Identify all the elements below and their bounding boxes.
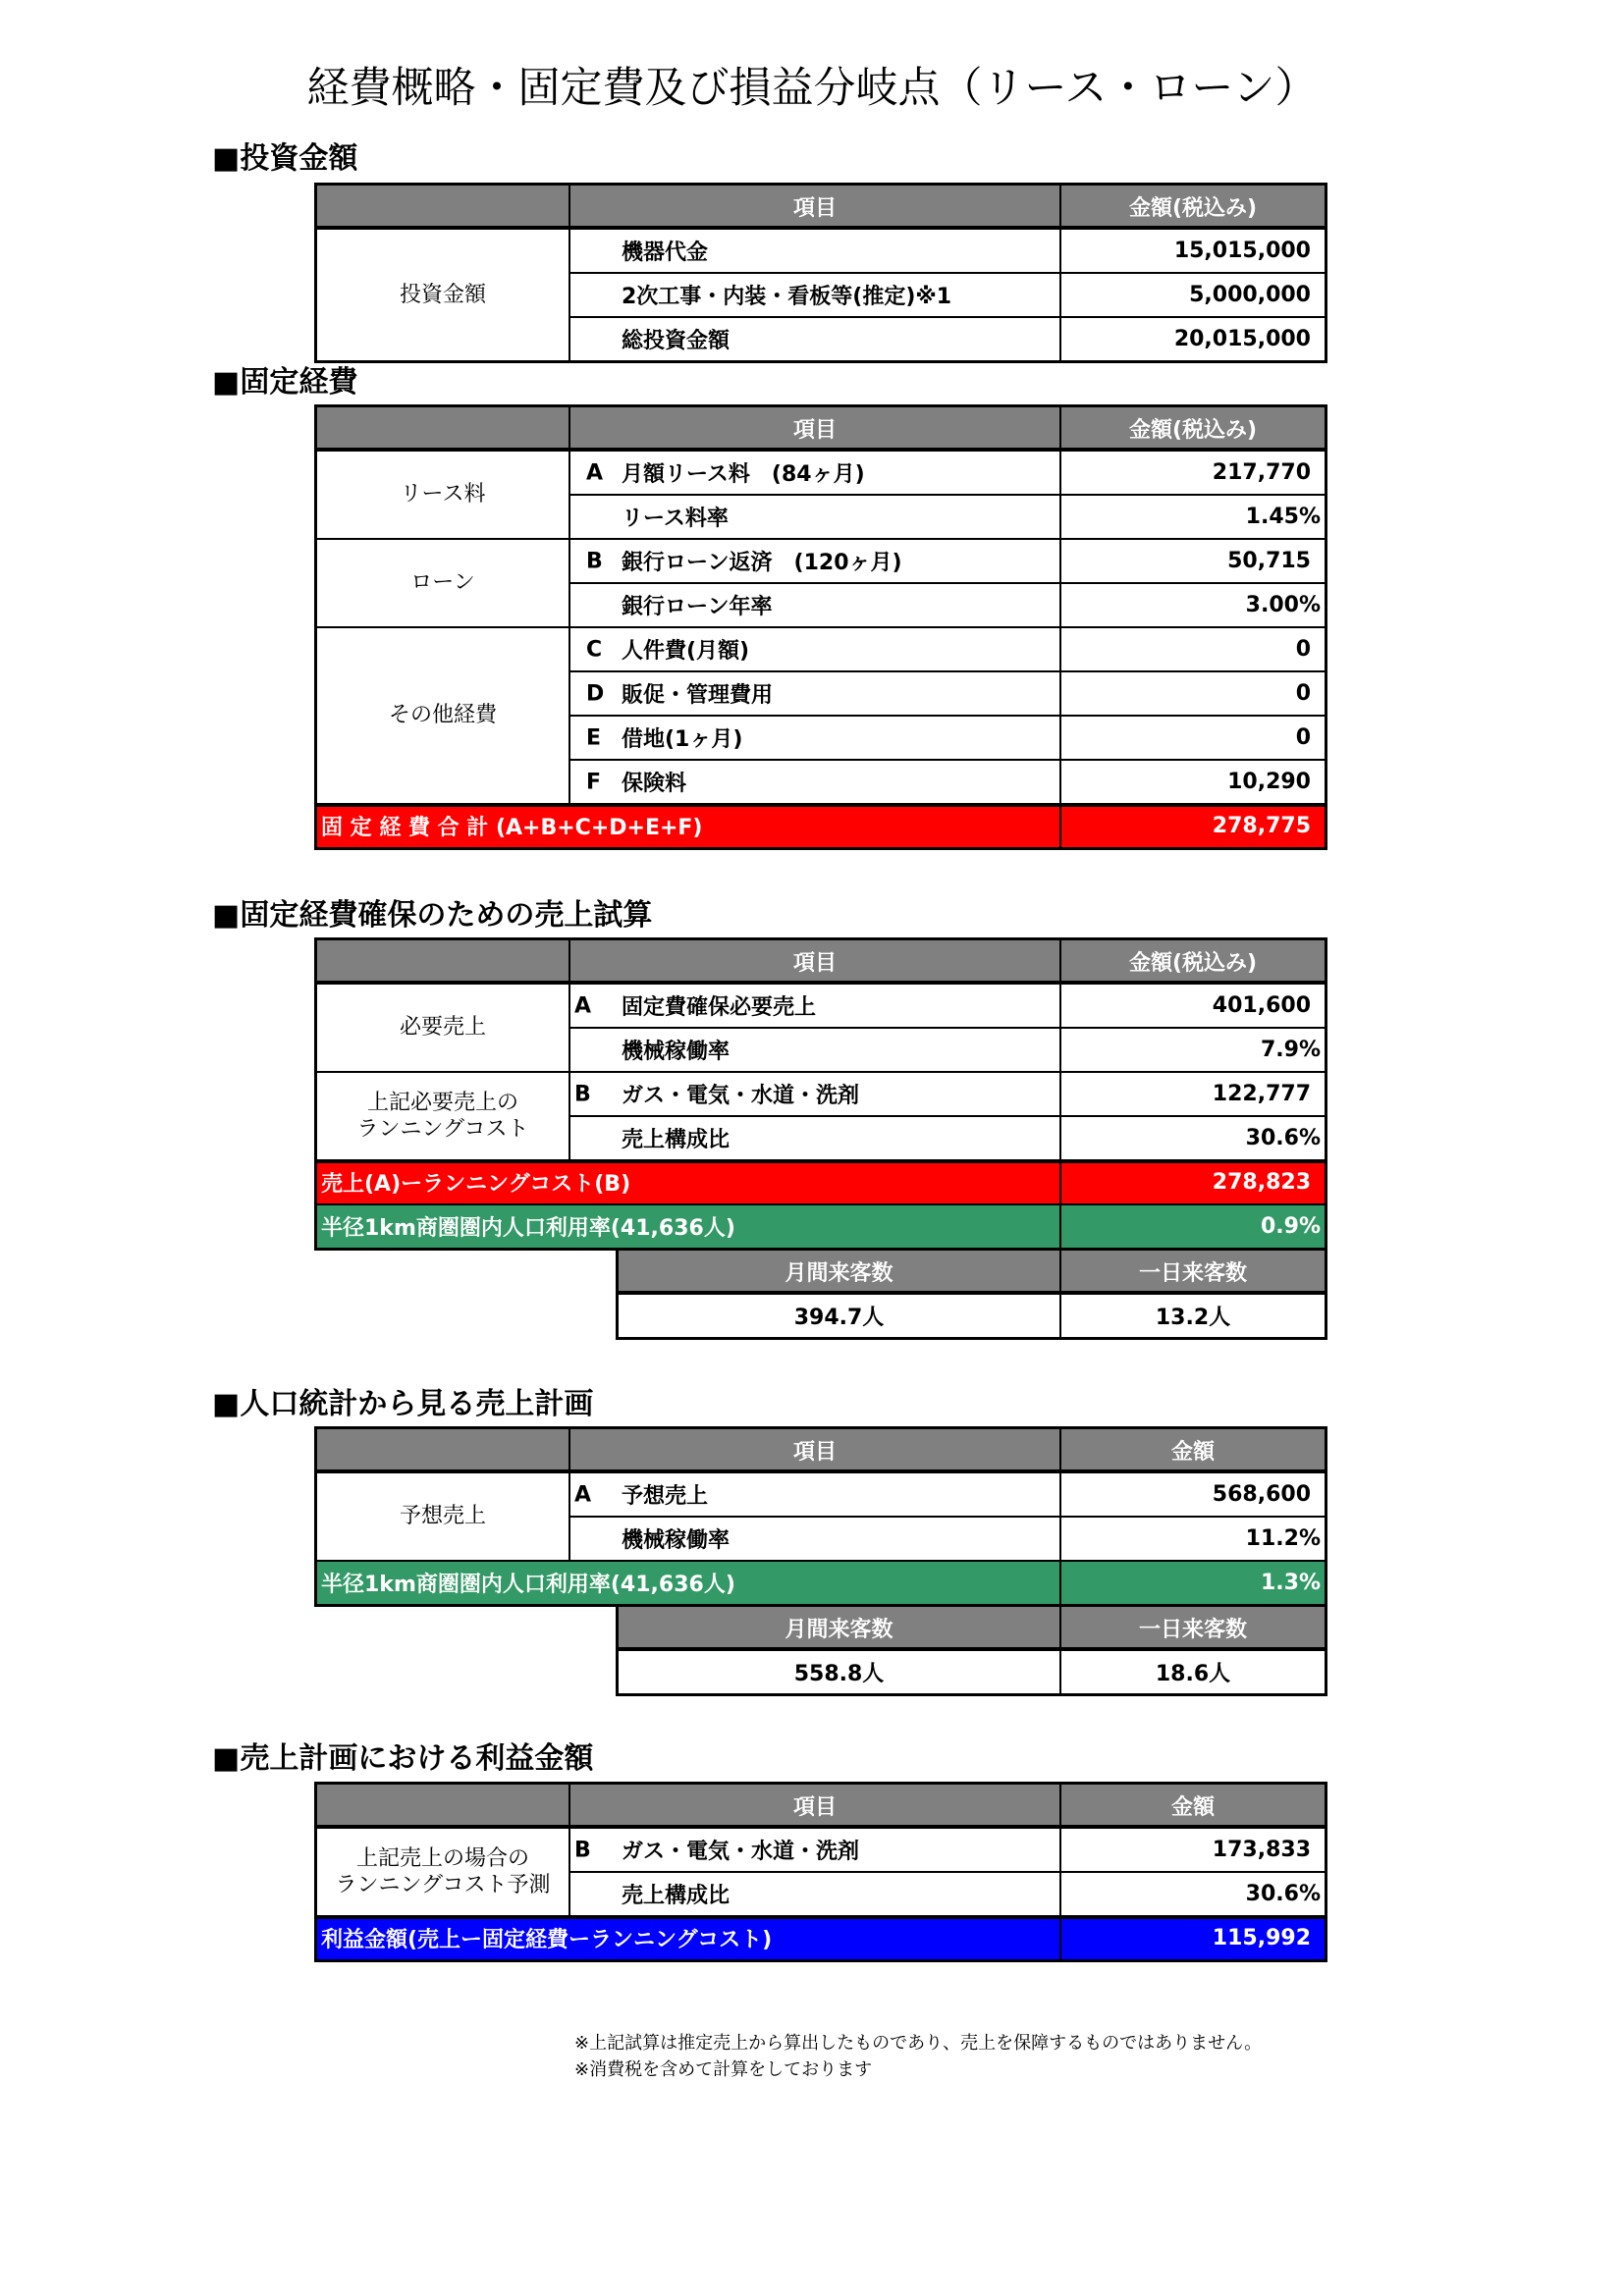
value-land-rent: 0 [1061,717,1325,759]
footnote: ※上記試算は推定売上から算出したものであり、売上を保障するものではありません。 [574,2033,1263,2054]
value-lease-rate: 1.45% [1061,496,1325,538]
column-header-monthly-visitors: 月間来客数 [619,1607,1059,1649]
item-label: 保険料 [622,772,687,796]
section-heading-investment: ■投資金額 [212,141,358,176]
item-total-investment: 総投資金額 [570,318,1059,360]
usage-rate-label: 半径1km商圏圏内人口利用率(41,636人) [317,1205,1059,1248]
usage-rate-label: 半径1km商圏圏内人口利用率(41,636人) [317,1562,1059,1604]
value-forecast-sales: 568,600 [1061,1473,1325,1516]
group-label-forecast: 予想売上 [317,1473,568,1560]
fixed-costs-total-value: 278,775 [1061,805,1325,847]
column-header-daily-visitors: 一日来客数 [1061,1251,1325,1293]
usage-rate-value: 0.9% [1061,1205,1325,1248]
page-title: 経費概略・固定費及び損益分岐点（リース・ローン） [306,64,1318,113]
item-sales-ratio: 売上構成比 [570,1117,1059,1159]
row-key: A [574,993,592,1018]
value-machine-utilization: 7.9% [1061,1029,1325,1071]
item-monthly-lease [570,452,1059,494]
header-blank [317,1429,568,1471]
item-sales-ratio: 売上構成比 [570,1873,1059,1915]
profit-total-value: 115,992 [1061,1917,1325,1959]
item-machine-utilization: 機械稼働率 [570,1518,1059,1560]
item-required-sales [570,985,1059,1027]
item-machine-utilization: 機械稼働率 [570,1029,1059,1071]
value-loan-repayment: 50,715 [1061,540,1325,582]
item-label: 予想売上 [622,1484,709,1509]
value-insurance: 10,290 [1061,761,1325,803]
column-header-item: 項目 [570,1785,1059,1827]
item-label: ガス・電気・水道・洗剤 [622,1084,860,1108]
column-header-item: 項目 [570,1429,1059,1471]
fixed-costs-table [314,404,1327,850]
item-promotion-cost [570,672,1059,715]
footnote: ※消費税を含めて計算をしております [574,2059,873,2080]
item-forecast-sales [570,1473,1059,1516]
value-labor-cost: 0 [1061,628,1325,670]
item-label: 銀行ローン返済 (120ヶ月) [622,551,902,575]
profit-table [314,1782,1327,1962]
column-header-item: 項目 [570,186,1059,228]
sales-plan-table [314,1426,1327,1607]
value-secondary-works: 5,000,000 [1061,274,1325,316]
column-header-item: 項目 [570,407,1059,450]
row-key: B [574,1838,591,1862]
group-label-lease: リース料 [317,452,568,538]
value-required-sales: 401,600 [1061,985,1325,1027]
item-label: 月額リース料 (84ヶ月) [622,462,865,487]
value-utilities: 173,833 [1061,1829,1325,1871]
item-equipment-cost: 機器代金 [570,230,1059,272]
group-label-line: 上記売上の場合の [355,1845,529,1871]
item-insurance [570,761,1059,803]
breakeven-sales-table [314,937,1327,1251]
net-sales-label: 売上(A)ーランニングコスト(B) [317,1161,1059,1203]
item-label: ガス・電気・水道・洗剤 [622,1840,860,1864]
header-blank [317,1785,568,1827]
group-label-running-cost-forecast [317,1829,568,1915]
row-key: C [586,637,603,662]
value-equipment-cost: 15,015,000 [1061,230,1325,272]
row-key: A [574,1482,592,1507]
item-utilities [570,1073,1059,1115]
item-utilities [570,1829,1059,1871]
fixed-costs-total-label: 固 定 経 費 合 計 (A+B+C+D+E+F) [317,805,1059,847]
header-blank [317,407,568,450]
value-total-investment: 20,015,000 [1061,318,1325,360]
section-heading-breakeven-sales: ■固定経費確保のための売上試算 [212,898,653,933]
value-monthly-visitors: 394.7人 [619,1295,1059,1337]
group-label-line: ランニングコスト [356,1117,529,1142]
column-header-amount: 金額 [1061,1785,1325,1827]
section-heading-fixed-costs: ■固定経費 [212,365,358,400]
group-label-running-cost [317,1073,568,1159]
row-key: F [586,770,602,794]
item-label: 販促・管理費用 [622,683,774,708]
column-header-item: 項目 [570,940,1059,983]
row-key: D [586,681,605,706]
column-header-monthly-visitors: 月間来客数 [619,1251,1059,1293]
value-sales-ratio: 30.6% [1061,1117,1325,1159]
column-header-amount: 金額(税込み) [1061,186,1325,228]
group-label-other: その他経費 [317,628,568,803]
item-label: 固定費確保必要売上 [622,995,817,1020]
column-header-amount: 金額(税込み) [1061,940,1325,983]
value-daily-visitors: 18.6人 [1061,1651,1325,1693]
group-label-line: 上記必要売上の [366,1090,518,1115]
investment-table [314,183,1327,363]
item-lease-rate: リース料率 [570,496,1059,538]
group-label-line: ランニングコスト予測 [335,1873,551,1897]
item-loan-repayment [570,540,1059,582]
value-machine-utilization: 11.2% [1061,1518,1325,1560]
value-sales-ratio: 30.6% [1061,1873,1325,1915]
value-monthly-visitors: 558.8人 [619,1651,1059,1693]
item-label: 人件費(月額) [622,639,750,664]
group-label-investment: 投資金額 [317,230,568,360]
header-blank [317,940,568,983]
value-daily-visitors: 13.2人 [1061,1295,1325,1337]
breakeven-visitors-table [616,1248,1327,1340]
row-key: E [586,725,602,750]
usage-rate-value: 1.3% [1061,1562,1325,1604]
profit-total-label: 利益金額(売上ー固定経費ーランニングコスト) [317,1917,1059,1959]
item-labor-cost [570,628,1059,670]
section-heading-sales-plan: ■人口統計から見る売上計画 [212,1387,594,1421]
column-header-amount: 金額(税込み) [1061,407,1325,450]
row-key: B [586,549,603,573]
value-promotion-cost: 0 [1061,672,1325,715]
item-land-rent [570,717,1059,759]
value-loan-rate: 3.00% [1061,584,1325,626]
net-sales-value: 278,823 [1061,1161,1325,1203]
section-heading-profit: ■売上計画における利益金額 [212,1741,594,1776]
value-utilities: 122,777 [1061,1073,1325,1115]
group-label-required-sales: 必要売上 [317,985,568,1071]
group-label-loan: ローン [317,540,568,626]
item-label: 借地(1ヶ月) [622,727,743,752]
row-key: B [574,1082,591,1106]
value-monthly-lease: 217,770 [1061,452,1325,494]
item-secondary-works: 2次工事・内装・看板等(推定)※1 [570,274,1059,316]
column-header-daily-visitors: 一日来客数 [1061,1607,1325,1649]
column-header-amount: 金額 [1061,1429,1325,1471]
sales-plan-visitors-table [616,1604,1327,1696]
header-blank [317,186,568,228]
item-loan-rate: 銀行ローン年率 [570,584,1059,626]
row-key: A [586,460,604,485]
